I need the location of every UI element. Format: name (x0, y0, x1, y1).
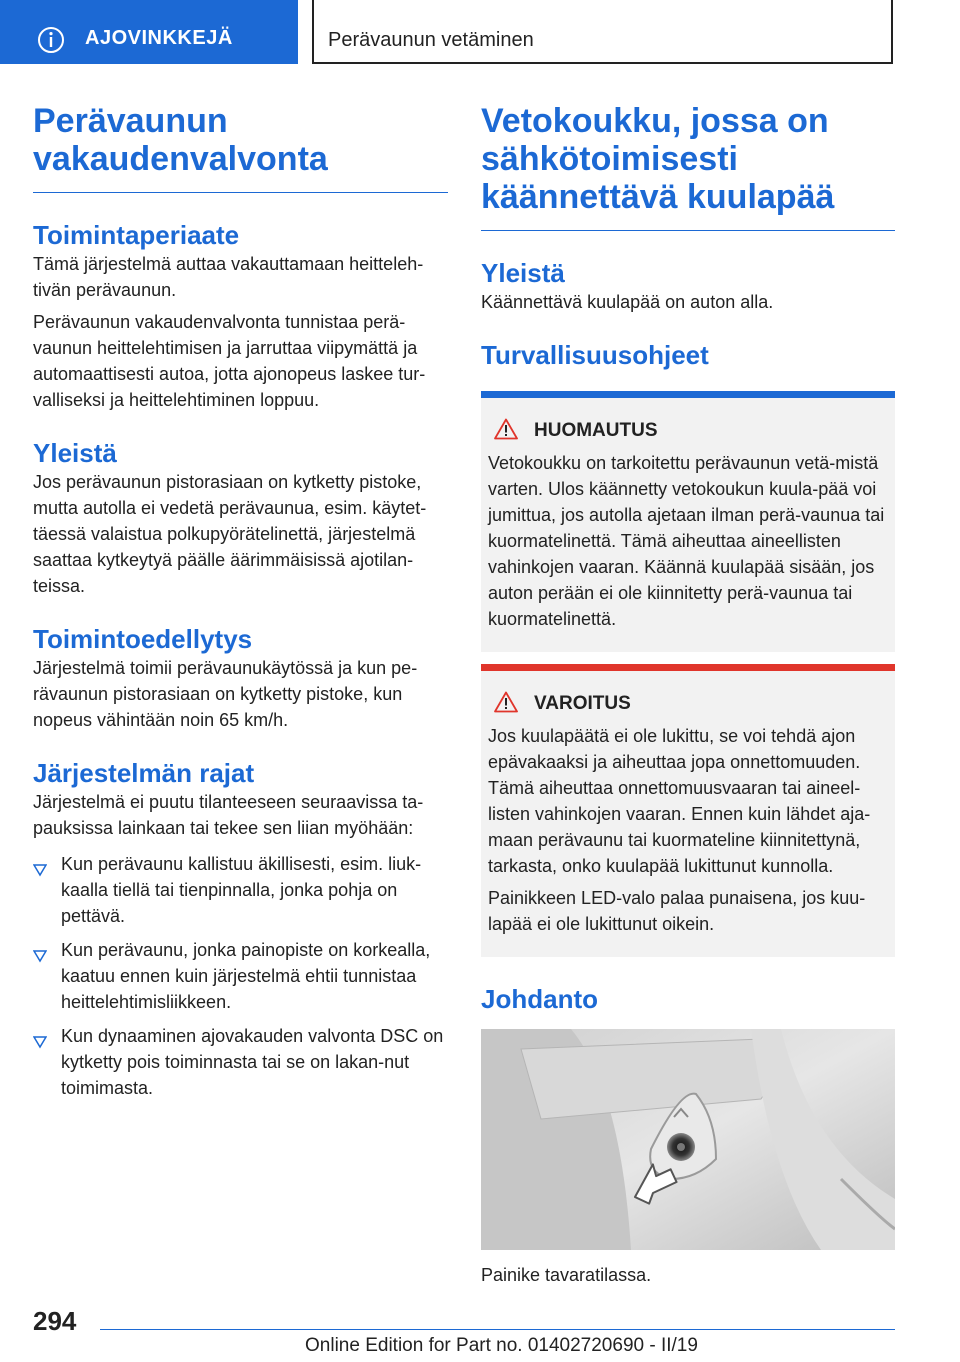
section-title: Perävaunun vetäminen (328, 29, 534, 51)
section-header (312, 0, 893, 64)
triangle-bullet-icon (33, 1030, 47, 1056)
warning-box (481, 664, 895, 957)
chapter-tab-label: AJOVINKKEJÄ (85, 27, 233, 49)
page-number: 294 (33, 1306, 77, 1336)
heading-johdanto: Johdanto (481, 984, 598, 1014)
paragraph: Järjestelmä toimii perävaunukäytössä ja kun pe-rävaunun pistorasiaan on kytketty pistoke, kun nopeus vähintään noin 65 km/h. (33, 658, 418, 730)
left-title: Perävaunun vakaudenvalvonta (33, 102, 448, 193)
left-column (33, 102, 448, 1109)
footer-divider (100, 1329, 895, 1330)
trunk-button-photo (481, 1029, 895, 1250)
warning-triangle-icon (494, 418, 518, 445)
heading-toimintaperiaate: Toimintaperiaate (33, 220, 240, 250)
notice-title: HUOMAUTUS (534, 420, 658, 441)
heading-turvallisuusohjeet: Turvallisuusohjeet (481, 340, 709, 370)
notice-box (481, 391, 895, 652)
paragraph: Tämä järjestelmä auttaa vakauttamaan heitteleh-tivän perävaunun. (33, 254, 424, 300)
warning-text: Jos kuulapäätä ei ole lukittu, se voi tehdä ajon epävakaaksi ja aiheuttaa jopa onnettomuuden. Tämä aiheuttaa onnettomuusvaaran tai aineel-listen vahinkojen vaaran. Ennen kuin lähdet aja-maan perävaunu tai kuormateline kiinnitettynä, tarkasta, onko kuulapää lukittunut kunnolla. (488, 726, 871, 876)
right-column (481, 102, 895, 1288)
heading-yleista: Yleistä (33, 438, 117, 468)
list-item: Kun perävaunu, jonka painopiste on korkealla, kaatuu ennen kuin järjestelmä ehtii tunnistaa heittelehtimisliikkeen. (33, 937, 448, 1015)
right-title: Vetokoukku, jossa on sähkötoimisesti käännettävä kuulapää (481, 102, 895, 231)
notice-text: Vetokoukku on tarkoitettu perävaunun vetä-mistä varten. Ulos käännetty vetokoukun kuula-pää voi jumittua, jos autolla ajetaan ilman perä-vaunua tai kuormatelinettä. Tämä aiheuttaa aineellisten vahinkojen vaaran. Käännä kuulapää sisään, jos auton perään ei ole kiinnitetty perä-vaunua tai kuormatelinettä. (488, 453, 885, 629)
paragraph: Käännettävä kuulapää on auton alla. (481, 292, 774, 312)
heading-jarjestelman-rajat: Järjestelmän rajat (33, 758, 255, 788)
heading-yleista: Yleistä (481, 258, 565, 288)
warning-title: VAROITUS (534, 693, 631, 714)
edition-text: Online Edition for Part no. 01402720690 - II/19 (305, 1335, 698, 1356)
triangle-bullet-icon (33, 858, 47, 884)
triangle-bullet-icon (33, 944, 47, 970)
chapter-tab[interactable] (0, 0, 298, 64)
info-icon (37, 26, 65, 59)
paragraph: Järjestelmä ei puutu tilanteeseen seuraavissa ta-pauksissa lainkaan tai tekee sen liian myöhään: (33, 792, 424, 838)
limits-list (33, 851, 448, 1101)
paragraph: Jos perävaunun pistorasiaan on kytketty pistoke, mutta autolla ei vedetä perävaunua, esim. käytet-täessä valaistua polkupyörätelinettä, järjestelmä saattaa kytkeytyä päälle äärimmäisissä ajotilan-teissa. (33, 472, 427, 596)
heading-toimintoedellytys: Toimintoedellytys (33, 624, 253, 654)
list-item: Kun dynaaminen ajovakauden valvonta DSC on kytketty pois toiminnasta tai se on lakan-nut toimimasta. (33, 1023, 448, 1101)
photo-caption: Painike tavaratilassa. (481, 1265, 652, 1285)
list-item: Kun perävaunu kallistuu äkillisesti, esim. liuk-kaalla tiellä tai tienpinnalla, jonka pohja on pettävä. (33, 851, 448, 929)
warning-triangle-icon (494, 691, 518, 718)
paragraph: Perävaunun vakaudenvalvonta tunnistaa perä-vaunun heittelehtimisen ja jarruttaa viipymättä ja automaattisesti autoa, jotta ajonopeus laskee tur-valliseksi ja heittelehtiminen loppuu. (33, 312, 426, 410)
warning-text: Painikkeen LED-valo palaa punaisena, jos kuu-lapää ei ole lukittunut oikein. (488, 888, 866, 934)
